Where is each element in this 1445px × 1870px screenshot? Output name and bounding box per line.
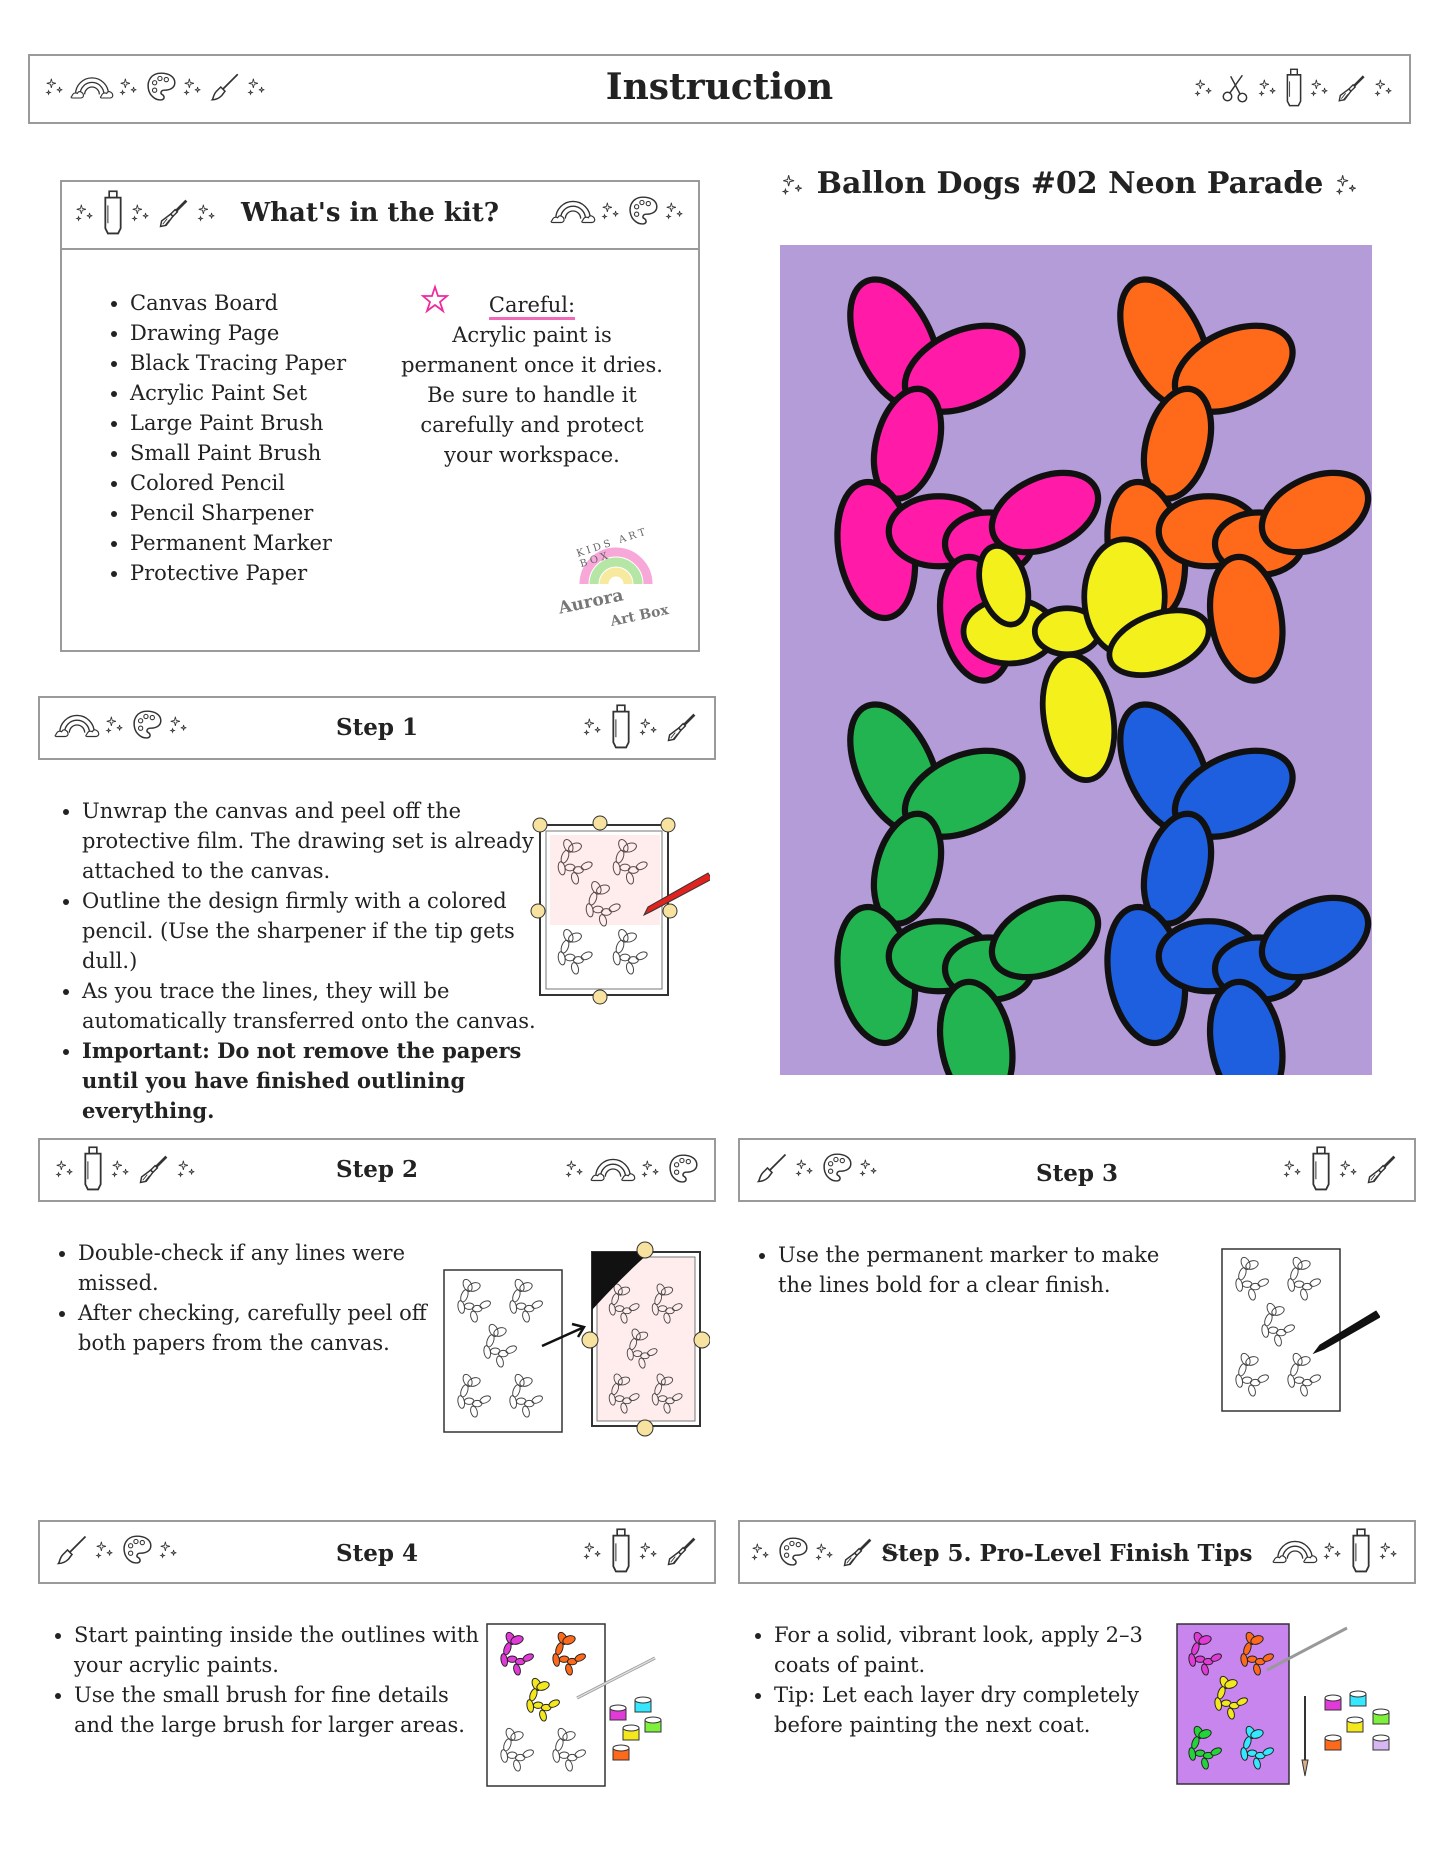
sparkle-icon <box>1338 1158 1360 1180</box>
sparkle-icon <box>640 1158 662 1180</box>
careful-line: permanent once it dries. <box>401 353 663 377</box>
list-item: • Permanent Marker <box>130 528 410 558</box>
kit-header-right-icons <box>550 194 686 228</box>
logo-subname: Art Box <box>608 602 671 630</box>
important-text: Important: Do not remove the papers until you have finished outlining everything. <box>82 1038 522 1123</box>
sparkle-icon <box>1193 77 1215 99</box>
careful-label: Careful: <box>489 293 575 320</box>
list-item: • Black Tracing Paper <box>130 348 410 378</box>
list-item: • Canvas Board <box>130 288 410 318</box>
list-item: • Outline the design firmly with a colored pencil. (Use the sharpener if the tip gets dull.) <box>82 886 562 976</box>
artwork-title-row <box>730 166 1410 201</box>
sparkle-icon <box>1378 1540 1400 1562</box>
step4-header <box>38 1520 716 1584</box>
sparkle-icon <box>780 172 806 198</box>
step4-header-right-icons <box>582 1528 700 1574</box>
star-icon <box>420 284 450 314</box>
flat-brush-icon <box>664 709 700 745</box>
brand-logo <box>554 524 684 634</box>
sparkle-icon <box>600 200 622 222</box>
sparkle-icon <box>1322 1540 1344 1562</box>
sparkle-icon <box>1257 77 1279 99</box>
list-item: • For a solid, vibrant look, apply 2–3 coats of paint. <box>774 1620 1174 1680</box>
paint-tube-icon <box>1308 1146 1334 1192</box>
list-item: • Double-check if any lines were missed. <box>78 1238 458 1298</box>
list-item: • As you trace the lines, they will be automatically transferred onto the canvas. <box>82 976 562 1036</box>
step1-list <box>54 796 562 1126</box>
step4-title: Step 4 <box>336 1540 418 1567</box>
list-item: • Colored Pencil <box>130 468 410 498</box>
header-right-icons <box>1193 68 1395 108</box>
step2-header-right-icons <box>564 1152 700 1186</box>
sparkle-icon <box>1334 172 1360 198</box>
paint-tube-icon <box>608 1528 634 1574</box>
sparkle-icon <box>582 716 604 738</box>
careful-line: carefully and protect <box>420 413 644 437</box>
step3-title: Step 3 <box>1036 1160 1118 1187</box>
sparkle-icon <box>638 1540 660 1562</box>
kit-header <box>62 182 698 250</box>
step3-header-right-icons <box>1282 1146 1400 1192</box>
palette-icon <box>666 1152 700 1186</box>
list-item: • Small Paint Brush <box>130 438 410 468</box>
step5-finish-illustration <box>1175 1620 1405 1800</box>
careful-note <box>382 290 682 470</box>
careful-line: Be sure to handle it <box>427 383 637 407</box>
page-header <box>28 54 1411 124</box>
list-item: • Tip: Let each layer dry completely before painting the next coat. <box>774 1680 1174 1740</box>
sparkle-icon <box>564 1158 586 1180</box>
flat-brush-icon <box>664 1533 700 1569</box>
paint-pots <box>610 1697 661 1760</box>
step5-list <box>746 1620 1174 1740</box>
step2-header <box>38 1138 716 1202</box>
list-item: • Start painting inside the outlines with your acrylic paints. <box>74 1620 494 1680</box>
sparkle-icon <box>1373 77 1395 99</box>
artwork-title: Ballon Dogs #02 Neon Parade <box>816 166 1324 201</box>
kit-items-list <box>102 288 410 588</box>
logo-name: Aurora <box>556 585 626 619</box>
step4-painting-illustration <box>485 1620 705 1800</box>
flat-brush-icon <box>1364 1151 1400 1187</box>
list-item: • Large Paint Brush <box>130 408 410 438</box>
list-item: • After checking, carefully peel off both papers from the canvas. <box>78 1298 458 1358</box>
step3-marker-illustration <box>1220 1245 1380 1415</box>
list-item: • Protective Paper <box>130 558 410 588</box>
paint-pots <box>1325 1691 1389 1750</box>
rainbow-icon <box>590 1153 636 1185</box>
logo-arc-text: KIDS ART BOX <box>575 526 650 571</box>
step2-list <box>50 1238 458 1358</box>
careful-line: your workspace. <box>444 443 620 467</box>
list-item: • Drawing Page <box>130 318 410 348</box>
step2-peel-illustration <box>440 1240 710 1440</box>
step4-list <box>46 1620 494 1740</box>
paint-tube-icon <box>1283 68 1305 108</box>
step1-header-right-icons <box>582 704 700 750</box>
sparkle-icon <box>582 1540 604 1562</box>
sparkle-icon <box>1309 77 1331 99</box>
list-item: • Pencil Sharpener <box>130 498 410 528</box>
flat-brush-icon <box>1335 71 1369 105</box>
careful-label-row <box>382 290 682 320</box>
step3-list <box>750 1240 1178 1300</box>
scissors-icon <box>1219 71 1253 105</box>
careful-line: Acrylic paint is <box>452 323 612 347</box>
sparkle-icon <box>1282 1158 1304 1180</box>
rainbow-icon <box>1272 1535 1318 1567</box>
artwork-painting <box>780 245 1372 1075</box>
step1-header <box>38 696 716 760</box>
list-item: • Acrylic Paint Set <box>130 378 410 408</box>
step5-header-right-icons <box>1272 1528 1400 1574</box>
paint-tube-icon <box>608 704 634 750</box>
list-item: • Use the small brush for fine details and the large brush for larger areas. <box>74 1680 494 1740</box>
step5-header <box>738 1520 1416 1584</box>
list-item: • Use the permanent marker to make the lines bold for a clear finish. <box>778 1240 1178 1300</box>
list-item <box>82 1036 562 1126</box>
sparkle-icon <box>664 200 686 222</box>
paint-tube-icon <box>1348 1528 1374 1574</box>
list-item: • Unwrap the canvas and peel off the protective film. The drawing set is already attached to the canvas. <box>82 796 562 886</box>
step1-tracing-illustration <box>530 815 710 1005</box>
kit-title: What's in the kit? <box>240 198 500 228</box>
rainbow-icon <box>550 195 596 227</box>
sparkle-icon <box>638 716 660 738</box>
palette-icon <box>626 194 660 228</box>
step5-title: Step 5. Pro-Level Finish Tips <box>881 1540 1253 1567</box>
step2-title: Step 2 <box>336 1156 418 1183</box>
step1-title: Step 1 <box>336 714 418 741</box>
step3-header <box>738 1138 1416 1202</box>
page-title: Instruction <box>605 66 834 108</box>
kit-panel <box>60 180 700 652</box>
